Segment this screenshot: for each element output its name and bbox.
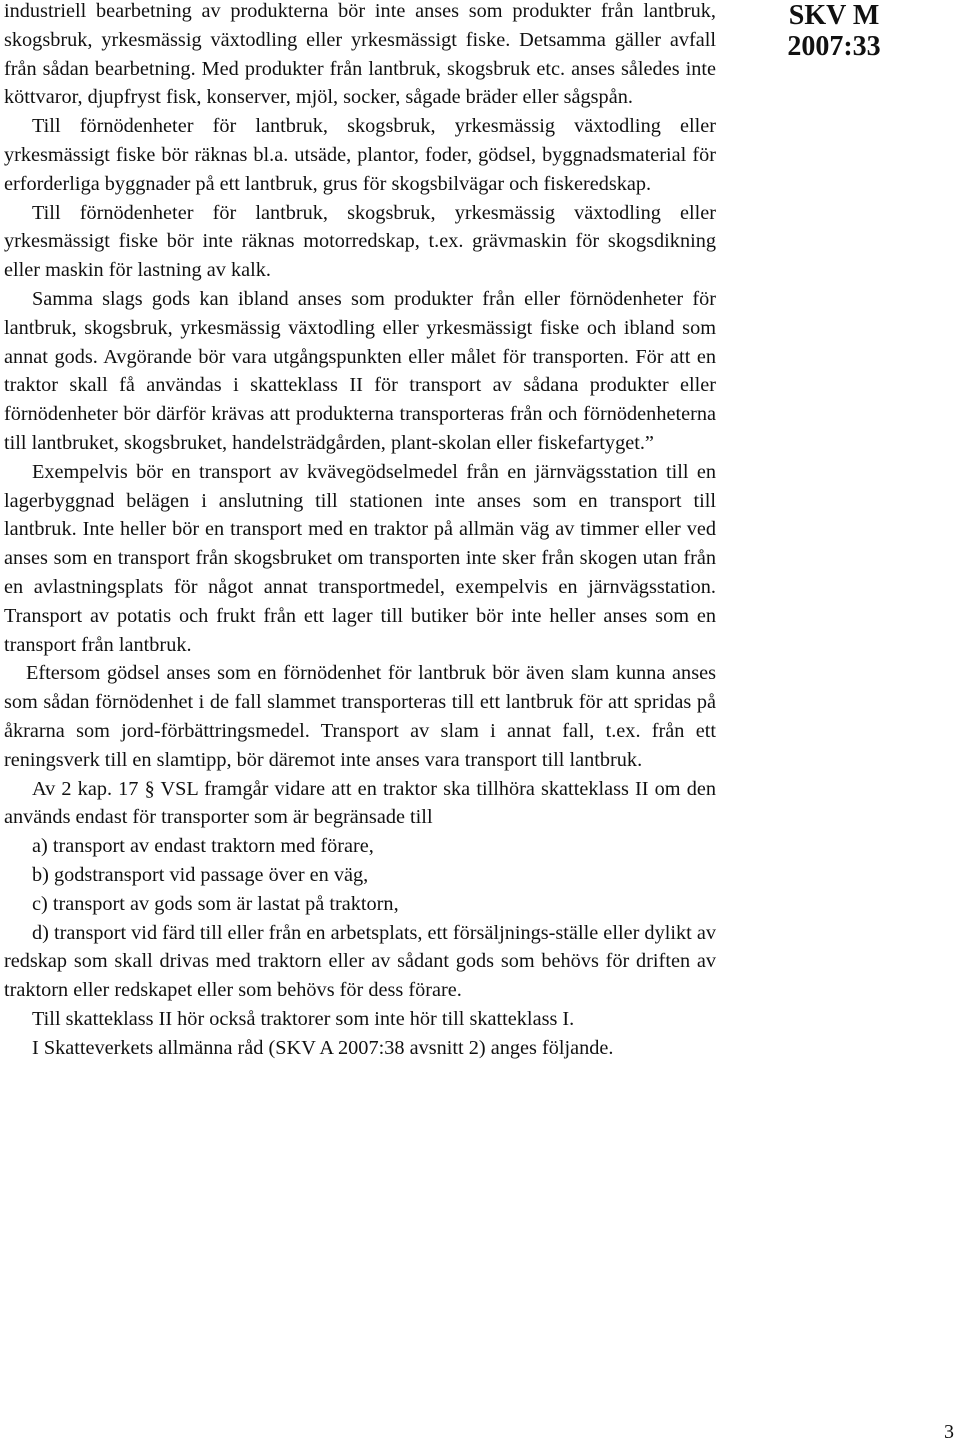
paragraph-example: Exempelvis bör en transport av kvävegödselmedel från en järnvägsstation till en lagerbyggnad belägen i anslutning till stationen inte anses som en transport till lantbruk. Inte heller bör en transport med en traktor på allmän väg av timmer eller ved anses som en transport från skogsbruket om transporten inte sker från skogen utan från en avlastningsplats för något annat transportmedel, exempelvis en järnvägsstation. Transport av potatis och frukt från ett lager till butiker bör inte heller anses som en transport från lantbruk. (4, 460, 716, 656)
list-item: c) transport av gods som är lastat på traktorn, (32, 892, 399, 915)
page-number: 3 (944, 1421, 954, 1443)
list-item: d) transport vid färd till eller från en arbetsplats, ett försäljnings-ställe eller dylikt av redskap som skall drivas med traktorn eller av sådant gods som behövs för driften av traktorn eller redskapet eller som behövs för dess förare. (4, 921, 716, 1002)
paragraph-processing: industriell bearbetning av produkterna bör inte anses som produkter från lantbruk, skogsbruk, yrkesmässig växtodling eller yrkesmässigt fiske. Detsamma gäller avfall från sådan bearbetning. Med produkter från lantbruk, skogsbruk etc. anses således inte köttvaror, djupfryst fisk, konserver, mjöl, socker, sågade bräder eller sågspån. (4, 0, 716, 109)
paragraph-general-advice: I Skatteverkets allmänna råd (SKV A 2007:38 avsnitt 2) anges följande. (32, 1036, 614, 1059)
paragraph-vsl-reference: Av 2 kap. 17 § VSL framgår vidare att en traktor ska tillhöra skatteklass II om den används endast för transporter som är begränsade till (4, 777, 716, 829)
document-header (778, 0, 890, 62)
body-text (4, 0, 716, 1062)
list-item: b) godstransport vid passage över en väg, (32, 863, 369, 886)
paragraph-same-goods: Samma slags gods kan ibland anses som produkter från eller förnödenheter för lantbruk, skogsbruk, yrkesmässig växtodling eller yrkesmässigt fiske och ibland som annat gods. Avgörande bör vara utgångspunkten eller målet för transporten. För att en traktor skall få användas i skatteklass II för transport av sådana produkter eller förnödenheter bör därför krävas att produkterna transporteras från och förnödenheterna till lantbruket, skogsbruket, handelsträdgården, plant-skolan eller fiskefartyget.” (4, 287, 716, 454)
paragraph-sludge: Eftersom gödsel anses som en förnödenhet för lantbruk bör även slam kunna anses som sådan förnödenhet i de fall slammet transporteras till ett lantbruk för att spridas på åkrarna som jord-förbättringsmedel. Transport av slam i annat fall, t.ex. från ett reningsverk till en slamtipp, bör däremot inte anses vara transport till lantbruk. (4, 662, 716, 771)
paragraph-supplies-excluded: Till förnödenheter för lantbruk, skogsbruk, yrkesmässig växtodling eller yrkesmässigt fiske bör inte räknas motorredskap, t.ex. grävmaskin för skogsdikning eller maskin för lastning av kalk. (4, 201, 716, 282)
list-item: a) transport av endast traktorn med förare, (32, 835, 374, 858)
header-number: 2007:33 (787, 31, 881, 62)
paragraph-tax-class: Till skatteklass II hör också traktorer som inte hör till skatteklass I. (32, 1007, 575, 1030)
paragraph-supplies-included: Till förnödenheter för lantbruk, skogsbruk, yrkesmässig växtodling eller yrkesmässigt fiske bör räknas bl.a. utsäde, plantor, foder, gödsel, byggnadsmaterial för erforderliga byggnader på ett lantbruk, grus för skogsbilvägar och fiskeredskap. (4, 115, 716, 195)
header-series: SKV M (788, 0, 880, 31)
